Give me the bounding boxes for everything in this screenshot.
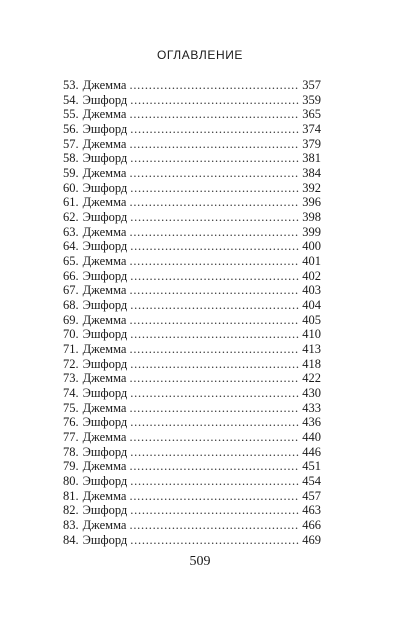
toc-entry-title: Эшфорд	[82, 268, 128, 283]
toc-entry-number: 74.	[63, 386, 79, 401]
toc-dot-leader	[130, 269, 299, 284]
toc-entry-title: Эшфорд	[82, 151, 128, 166]
toc-entry-page: 436	[302, 415, 321, 430]
toc-entry-number: 62.	[63, 210, 79, 225]
toc-entry-page: 384	[302, 166, 321, 181]
toc-entry	[63, 430, 321, 445]
toc-dot-leader	[129, 313, 299, 328]
toc-entry-number: 76.	[63, 415, 79, 430]
toc-entry	[63, 327, 321, 342]
toc-entry-page: 379	[302, 136, 321, 151]
toc-entry-number: 83.	[63, 518, 79, 533]
toc-entry-title: Эшфорд	[82, 92, 128, 107]
toc-dot-leader	[129, 254, 299, 269]
toc-entry-number: 71.	[63, 342, 79, 357]
toc-dot-leader	[129, 518, 299, 533]
toc-entry	[63, 225, 321, 240]
toc-dot-leader	[129, 166, 299, 181]
toc-entry-page: 399	[302, 224, 321, 239]
toc-entry	[63, 283, 321, 298]
toc-entry-page: 402	[302, 268, 321, 283]
toc-entry-title: Джемма	[82, 488, 127, 503]
toc-entry-number: 69.	[63, 312, 79, 327]
toc-entry-number: 54.	[63, 92, 79, 107]
toc-entry-page: 418	[302, 356, 321, 371]
toc-dot-leader	[129, 371, 299, 386]
toc-dot-leader	[130, 210, 299, 225]
toc-entry-number: 65.	[63, 254, 79, 269]
toc-entry-number: 75.	[63, 400, 79, 415]
toc-entry	[63, 415, 321, 430]
toc-entry	[63, 166, 321, 181]
toc-entry-number: 73.	[63, 371, 79, 386]
toc-entry	[63, 518, 321, 533]
toc-entry-title: Джемма	[82, 195, 127, 210]
toc-entry-number: 64.	[63, 239, 79, 254]
toc-entry-page: 446	[302, 444, 321, 459]
toc-entry-number: 84.	[63, 532, 79, 547]
toc-entry-number: 60.	[63, 180, 79, 195]
toc-entry-title: Джемма	[82, 254, 127, 269]
toc-entry-title: Джемма	[82, 224, 127, 239]
toc-entry-title: Эшфорд	[82, 415, 128, 430]
toc-dot-leader	[129, 78, 299, 93]
page-number: 509	[189, 554, 211, 569]
toc-entry-number: 53.	[63, 78, 79, 92]
toc-dot-leader	[130, 122, 299, 137]
toc-entry-number: 59.	[63, 166, 79, 181]
toc-entry-title: Джемма	[82, 400, 127, 415]
toc-entry	[63, 239, 321, 254]
toc-entry-title: Джемма	[82, 312, 127, 327]
toc-entry	[63, 254, 321, 269]
toc-entry-number: 58.	[63, 151, 79, 166]
toc-entry-title: Эшфорд	[82, 444, 128, 459]
toc-entry	[63, 489, 321, 504]
toc-dot-leader	[130, 445, 299, 460]
toc-entry	[63, 459, 321, 474]
toc-entry-title: Джемма	[82, 136, 127, 151]
toc-entry-page: 451	[302, 459, 321, 474]
toc-entry-number: 81.	[63, 488, 79, 503]
toc-dot-leader	[129, 107, 299, 122]
toc-entry-page: 457	[302, 488, 321, 503]
toc-entry-number: 78.	[63, 444, 79, 459]
toc-entry-title: Джемма	[82, 371, 127, 386]
toc-entry-title: Джемма	[82, 78, 127, 92]
toc-entry-page: 405	[302, 312, 321, 327]
toc-entry-page: 440	[302, 430, 321, 445]
toc-dot-leader	[130, 151, 299, 166]
toc-entry-number: 68.	[63, 298, 79, 313]
toc-dot-leader	[129, 342, 299, 357]
toc-dot-leader	[129, 459, 299, 474]
toc-entry	[63, 210, 321, 225]
toc-entry-title: Джемма	[82, 283, 127, 298]
toc-entry-page: 466	[302, 518, 321, 533]
toc-dot-leader	[129, 195, 299, 210]
toc-dot-leader	[129, 283, 299, 298]
toc-entry	[63, 137, 321, 152]
toc-entry-page: 433	[302, 400, 321, 415]
toc-entry	[63, 313, 321, 328]
toc-entry-title: Эшфорд	[82, 210, 128, 225]
toc-entry-title: Джемма	[82, 459, 127, 474]
toc-entry	[63, 298, 321, 313]
toc-entry-page: 401	[302, 254, 321, 269]
toc-dot-leader	[130, 181, 299, 196]
toc-entry-number: 55.	[63, 107, 79, 122]
toc-entry-number: 63.	[63, 224, 79, 239]
toc-dot-leader	[129, 137, 299, 152]
toc-entry-title: Джемма	[82, 342, 127, 357]
toc-dot-leader	[130, 327, 299, 342]
toc-entry-title: Джемма	[82, 430, 127, 445]
toc-entry	[63, 181, 321, 196]
toc-entry	[63, 269, 321, 284]
toc-entry-title: Джемма	[82, 107, 127, 122]
toc-entry-title: Эшфорд	[82, 180, 128, 195]
toc-entry-page: 430	[302, 386, 321, 401]
toc-entry-page: 400	[302, 239, 321, 254]
toc-entry-number: 61.	[63, 195, 79, 210]
toc-entry-number: 79.	[63, 459, 79, 474]
toc-entry-page: 469	[302, 532, 321, 547]
toc-entry-page: 410	[302, 327, 321, 342]
toc-entry	[63, 503, 321, 518]
toc-dot-leader	[129, 401, 299, 416]
toc-entry	[63, 107, 321, 122]
toc-dot-leader	[130, 415, 299, 430]
toc-entry	[63, 122, 321, 137]
toc-entry-page: 396	[302, 195, 321, 210]
toc-entry-title: Эшфорд	[82, 327, 128, 342]
toc-entry	[63, 401, 321, 416]
toc-dot-leader	[130, 298, 299, 313]
toc-entry-number: 77.	[63, 430, 79, 445]
toc-dot-leader	[129, 225, 299, 240]
toc-entry-page: 359	[302, 92, 321, 107]
toc-entry	[63, 78, 321, 93]
toc-entry-page: 404	[302, 298, 321, 313]
toc-entry	[63, 195, 321, 210]
toc-entry-title: Джемма	[82, 166, 127, 181]
toc-dot-leader	[130, 239, 299, 254]
toc-dot-leader	[130, 474, 299, 489]
toc-entry-title: Эшфорд	[82, 503, 128, 518]
toc-entry	[63, 386, 321, 401]
toc-entry-page: 403	[302, 283, 321, 298]
toc-entry-page: 413	[302, 342, 321, 357]
toc-entry	[63, 533, 321, 548]
toc-entry-page: 374	[302, 122, 321, 137]
toc-entry-number: 82.	[63, 503, 79, 518]
toc-entry	[63, 342, 321, 357]
table-of-contents	[63, 78, 321, 548]
toc-entry-page: 357	[302, 78, 321, 92]
toc-entry-title: Эшфорд	[82, 122, 128, 137]
toc-entry	[63, 357, 321, 372]
toc-entry	[63, 93, 321, 108]
toc-entry-title: Эшфорд	[82, 298, 128, 313]
toc-entry-page: 454	[302, 474, 321, 489]
toc-entry-page: 392	[302, 180, 321, 195]
toc-dot-leader	[130, 386, 299, 401]
toc-entry	[63, 151, 321, 166]
toc-entry-title: Эшфорд	[82, 532, 128, 547]
toc-entry-number: 72.	[63, 356, 79, 371]
toc-dot-leader	[130, 93, 299, 108]
toc-entry-number: 70.	[63, 327, 79, 342]
toc-entry-title: Джемма	[82, 518, 127, 533]
toc-dot-leader	[129, 430, 299, 445]
toc-dot-leader	[130, 357, 299, 372]
toc-entry-number: 57.	[63, 136, 79, 151]
toc-entry-page: 398	[302, 210, 321, 225]
toc-dot-leader	[130, 533, 299, 548]
toc-entry-number: 67.	[63, 283, 79, 298]
toc-entry-page: 422	[302, 371, 321, 386]
page-header-title: ОГЛАВЛЕНИЕ	[156, 48, 244, 62]
toc-entry	[63, 445, 321, 460]
toc-entry-page: 381	[302, 151, 321, 166]
toc-entry-number: 80.	[63, 474, 79, 489]
toc-entry-page: 463	[302, 503, 321, 518]
toc-entry	[63, 371, 321, 386]
toc-entry	[63, 474, 321, 489]
toc-entry-number: 66.	[63, 268, 79, 283]
toc-entry-title: Эшфорд	[82, 474, 128, 489]
toc-dot-leader	[129, 489, 299, 504]
toc-entry-title: Эшфорд	[82, 386, 128, 401]
toc-entry-title: Эшфорд	[82, 239, 128, 254]
toc-dot-leader	[130, 503, 299, 518]
toc-entry-number: 56.	[63, 122, 79, 137]
toc-entry-title: Эшфорд	[82, 356, 128, 371]
toc-entry-page: 365	[302, 107, 321, 122]
